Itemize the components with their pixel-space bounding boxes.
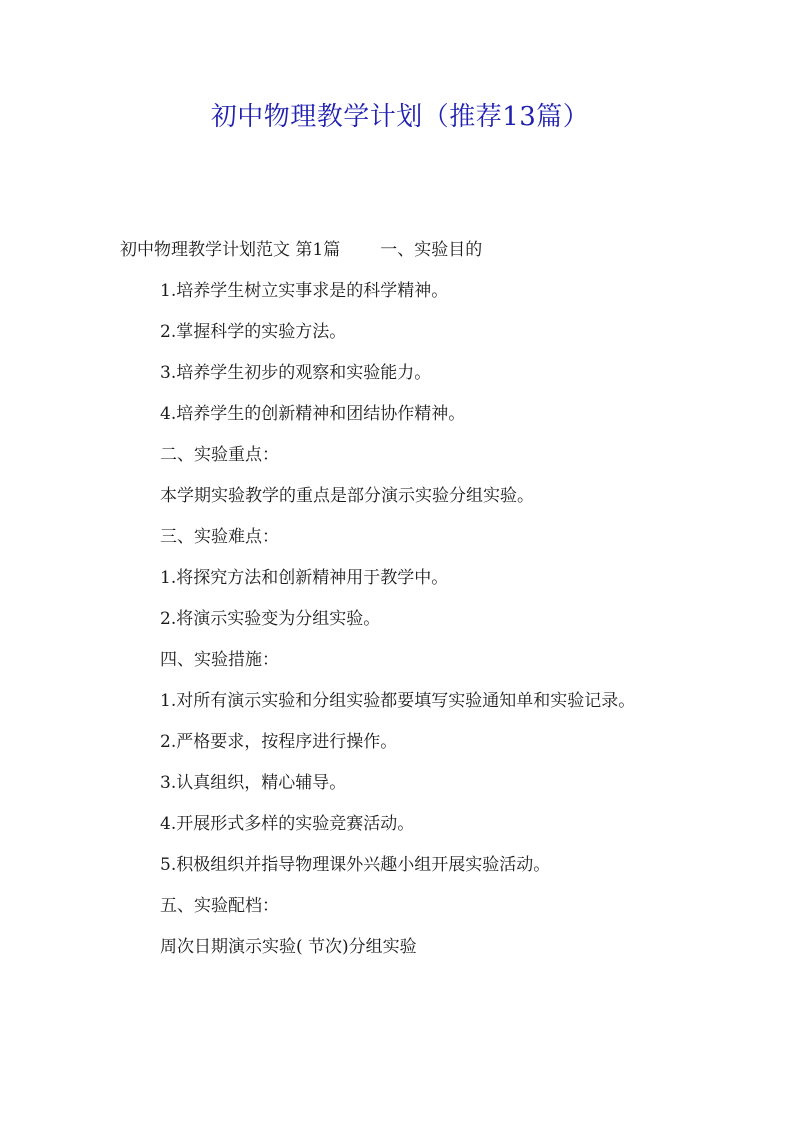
paragraph-line: 1.对所有演示实验和分组实验都要填写实验通知单和实验记录。 [160, 691, 636, 711]
paragraph-line: 5.积极组织并指导物理课外兴趣小组开展实验活动。 [160, 855, 551, 875]
paragraph-line: 4.开展形式多样的实验竞赛活动。 [160, 814, 415, 834]
article-heading: 初中物理教学计划范文 第1篇 [120, 240, 341, 260]
paragraph-line: 2.掌握科学的实验方法。 [160, 322, 347, 342]
section-heading: 五、实验配档： [160, 896, 279, 916]
paragraph-line: 周次日期演示实验( 节次)分组实验 [160, 937, 417, 957]
section-heading-line [120, 230, 690, 271]
paragraph-line: 4.培养学生的创新精神和团结协作精神。 [160, 404, 466, 424]
paragraph-line: 本学期实验教学的重点是部分演示实验分组实验。 [160, 486, 534, 506]
paragraph-line: 1.培养学生树立实事求是的科学精神。 [160, 281, 449, 301]
section-heading-objective: 一、实验目的 [380, 240, 483, 260]
document-title: 初中物理教学计划（推荐13篇） [210, 102, 590, 132]
paragraph-line: 1.将探究方法和创新精神用于教学中。 [160, 568, 449, 588]
section-heading: 三、实验难点： [160, 527, 279, 547]
document-body [120, 230, 690, 968]
paragraph-line: 3.培养学生初步的观察和实验能力。 [160, 363, 432, 383]
paragraph-line: 3.认真组织，精心辅导。 [160, 773, 347, 793]
section-heading: 二、实验重点： [160, 445, 279, 465]
paragraph-line: 2.将演示实验变为分组实验。 [160, 609, 381, 629]
section-heading: 四、实验措施： [160, 650, 279, 670]
paragraph-line: 2.严格要求，按程序进行操作。 [160, 732, 398, 752]
